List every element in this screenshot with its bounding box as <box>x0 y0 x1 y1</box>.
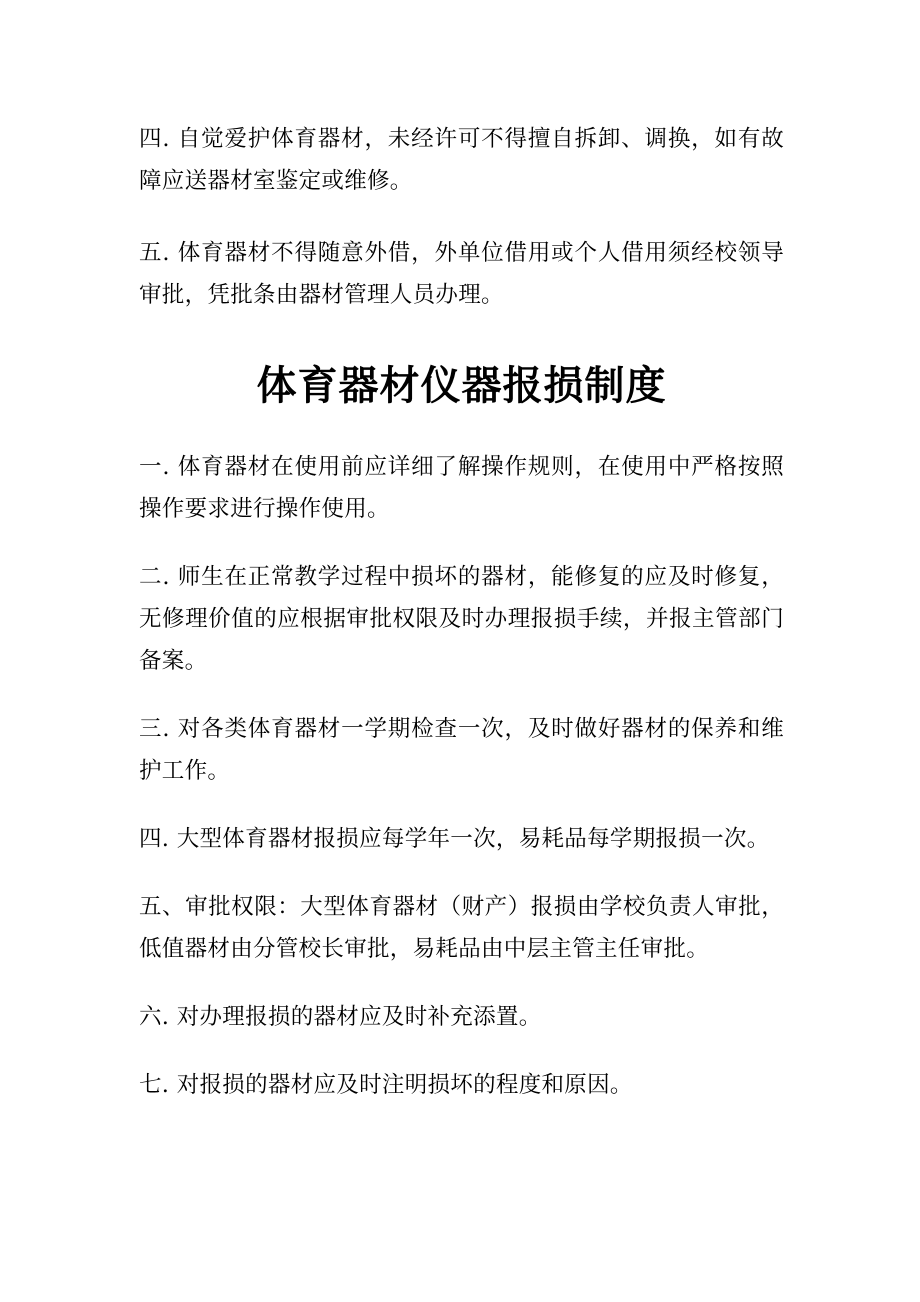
rule-6: 六. 对办理报损的器材应及时补充添置。 <box>139 1004 542 1030</box>
rule-7: 七. 对报损的器材应及时注明损坏的程度和原因。 <box>139 1072 633 1098</box>
rule-2: 二. 师生在正常教学过程中损坏的器材，能修复的应及时修复，无修理价值的应根据审批权限及时办理报损手续，并报主管部门备案。 <box>139 564 784 674</box>
document-body <box>139 118 784 1106</box>
document-title: 体育器材仪器报损制度 <box>256 363 667 409</box>
prev-rule-4: 四. 自觉爱护体育器材，未经许可不得擅自拆卸、调换，如有故障应送器材室鉴定或维修。 <box>139 126 784 194</box>
rule-3: 三. 对各类体育器材一学期检查一次，及时做好器材的保养和维护工作。 <box>139 716 784 784</box>
rule-5: 五、审批权限：大型体育器材（财产）报损由学校负责人审批，低值器材由分管校长审批，易耗品由中层主管主任审批。 <box>139 894 784 962</box>
rule-4: 四. 大型体育器材报损应每学年一次，易耗品每学期报损一次。 <box>139 826 770 852</box>
rule-1: 一. 体育器材在使用前应详细了解操作规则，在使用中严格按照操作要求进行操作使用。 <box>139 454 784 522</box>
prev-rule-5: 五. 体育器材不得随意外借，外单位借用或个人借用须经校领导审批，凭批条由器材管理人员办理。 <box>139 240 784 308</box>
